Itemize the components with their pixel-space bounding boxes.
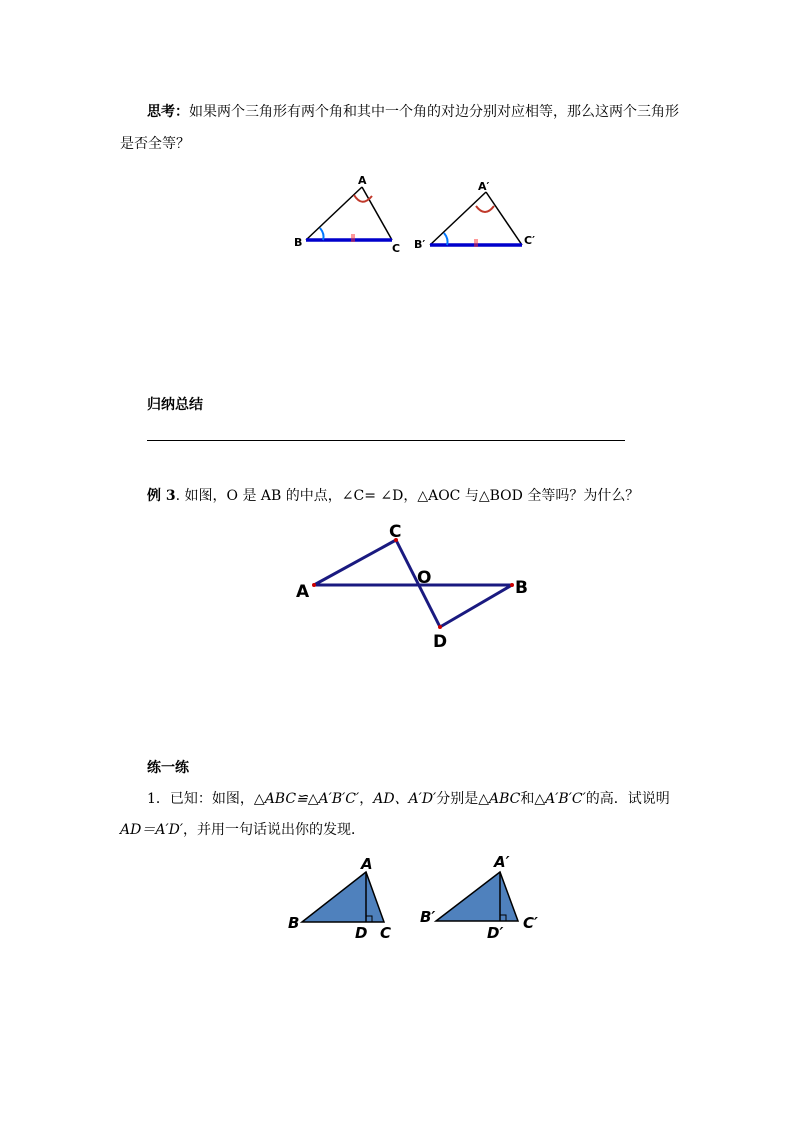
q1-triangle-2: △A′B′C′ [534, 791, 586, 807]
triangle-a1b1c1-shape [436, 872, 518, 921]
figure-3-triangles [280, 850, 550, 945]
label-c: C [389, 522, 402, 542]
label-d: D [355, 924, 368, 942]
label-a: A [358, 174, 367, 187]
angle-b1-arc [444, 233, 448, 245]
label-b: B [294, 236, 303, 249]
label-c-prime: C′ [524, 234, 535, 247]
practice-q1-line-1 [147, 789, 670, 809]
segment-bd [440, 585, 512, 627]
side-a1b1 [430, 192, 486, 245]
figure-2-aoc-bod [290, 515, 540, 655]
label-o: O [417, 568, 432, 588]
label-a-prime: A′ [478, 180, 490, 193]
label-d: D [433, 632, 448, 652]
triangle-a1b1c1 [414, 180, 535, 251]
summary-answer-line [147, 440, 625, 441]
side-ac [362, 187, 392, 240]
q1-text-1: 已知：如图， [169, 791, 254, 807]
q1-text-2: ， [359, 791, 374, 807]
point-b [510, 583, 514, 587]
q1-text-3: 分别是 [436, 791, 479, 807]
point-a [312, 583, 316, 587]
label-c-prime: C′ [523, 914, 538, 932]
q1-segments: AD、A′D′ [373, 791, 437, 807]
triangle-a1b1c1-filled [420, 853, 538, 942]
angle-a1-arc [476, 206, 494, 212]
example-3-text: . 如图，O 是 AB 的中点，∠C= ∠D，△AOC 与△BOD 全等吗？为什么？ [175, 488, 640, 504]
think-question-part-1: 如果两个三角形有两个角和其中一个角的对边分别对应相等，那么这两个三角形 [189, 104, 679, 120]
q1-text-4: 和 [520, 791, 535, 807]
q1-text-6: ，并用一句话说出你的发现． [183, 822, 366, 838]
side-a1c1 [486, 192, 522, 245]
example-3-label: 例 3 [147, 488, 176, 504]
triangle-abc [294, 174, 400, 255]
label-a: A [296, 582, 310, 602]
label-c: C [380, 924, 392, 942]
q1-congruence: △ABC≌△A′B′C′ [253, 791, 360, 807]
label-b: B [288, 914, 300, 932]
label-b-prime: B′ [420, 908, 436, 926]
example-3-line [147, 486, 639, 506]
figure-1-triangles [280, 168, 550, 263]
think-line-2: 是否全等？ [120, 136, 190, 152]
label-c: C [392, 242, 401, 255]
triangle-abc-filled [288, 855, 391, 942]
q1-equation: AD＝A′D′ [120, 822, 184, 838]
label-b-prime: B′ [414, 238, 426, 251]
practice-q1-line-2 [120, 820, 365, 840]
q1-text-5: 的高．试说明 [585, 791, 670, 807]
triangle-abc-shape [302, 872, 384, 922]
point-d [438, 625, 442, 629]
side-ab [306, 187, 362, 240]
label-b: B [515, 578, 528, 598]
angle-b-arc [320, 228, 324, 240]
practice-title: 练一练 [147, 760, 189, 776]
q1-triangle-1: △ABC [478, 791, 521, 807]
label-d-prime: D′ [487, 924, 504, 942]
segment-ac [314, 540, 396, 585]
summary-title: 归纳总结 [147, 397, 203, 413]
label-a-prime: A′ [494, 853, 510, 871]
q1-number: 1． [147, 791, 170, 807]
label-a: A [361, 855, 373, 873]
think-line-1 [147, 102, 679, 122]
think-label: 思考： [147, 104, 189, 120]
